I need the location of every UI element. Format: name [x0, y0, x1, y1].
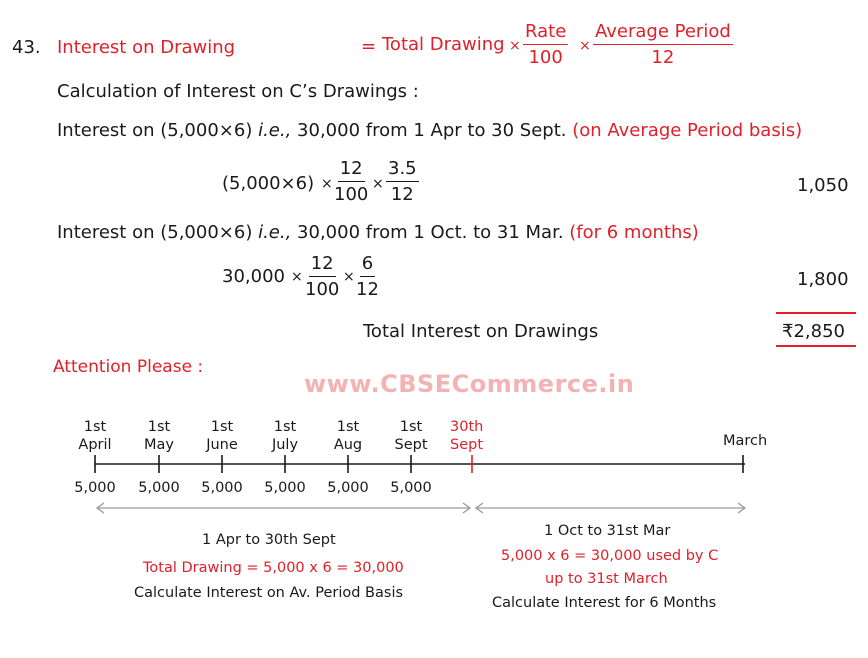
formula-lhs: Total Drawing	[382, 34, 505, 55]
line2-ie: i.e.,	[258, 222, 292, 243]
line1-suffix: 30,000 from 1 Apr to 30 Sept.	[291, 120, 573, 141]
right-block-line3: up to 31st March	[545, 571, 668, 587]
month-label-top: 1st	[147, 419, 171, 435]
right-block-line4: Calculate Interest for 6 Months	[492, 595, 717, 611]
right-block-line1: 1 Oct to 31st Mar	[544, 523, 671, 539]
total-label: Total Interest on Drawings	[363, 321, 599, 342]
calc2-base: 30,000	[222, 266, 285, 287]
formula-times-1: ×	[509, 38, 521, 54]
total-value: ₹2,850	[782, 321, 845, 342]
calc2-f2-den: 12	[356, 279, 379, 300]
timeline-mid-bottom: Sept	[450, 437, 484, 453]
formula-frac1-den: 100	[528, 47, 563, 68]
calc2-f1-den: 100	[305, 279, 340, 300]
calc2-f2-num: 6	[360, 255, 375, 277]
left-block-line3: Calculate Interest on Av. Period Basis	[134, 585, 404, 601]
calc2-times-1: ×	[291, 269, 303, 285]
line1-note: (on Average Period basis)	[572, 120, 803, 141]
calc1-f2-den: 12	[390, 184, 414, 205]
calc-heading: Calculation of Interest on C’s Drawings :	[57, 81, 419, 102]
formula-frac2-num: Average Period	[593, 23, 733, 45]
month-amount: 5,000	[327, 480, 369, 496]
month-label-top: 1st	[273, 419, 297, 435]
month-amount: 5,000	[74, 480, 116, 496]
month-label-name: June	[206, 437, 238, 453]
attention-heading: Attention Please :	[53, 357, 204, 377]
right-block-line2: 5,000 x 6 = 30,000 used by C	[501, 548, 719, 564]
question-number: 43.	[12, 37, 41, 58]
month-label-name: Aug	[333, 437, 363, 453]
line1-prefix: Interest on (5,000×6)	[57, 120, 259, 141]
watermark-text: www.CBSECommerce.in	[304, 370, 635, 398]
formula-frac2-den: 12	[651, 47, 675, 68]
line2-prefix: Interest on (5,000×6)	[57, 222, 259, 243]
month-label-top: 1st	[399, 419, 423, 435]
timeline-mid-top: 30th	[450, 419, 484, 435]
calc1-f1-den: 100	[334, 184, 369, 205]
month-label-top: 1st	[210, 419, 234, 435]
calc1-base: (5,000×6)	[222, 173, 315, 194]
calc2-f1-num: 12	[309, 255, 336, 277]
line2-note: (for 6 months)	[569, 222, 699, 243]
calc1-result: 1,050	[797, 175, 849, 196]
month-label-name: Sept	[394, 437, 428, 453]
line2-suffix: 30,000 from 1 Oct. to 31 Mar.	[291, 222, 570, 243]
month-label-top: 1st	[83, 419, 107, 435]
timeline-end-label: March	[723, 433, 768, 449]
month-label-name: July	[271, 437, 299, 453]
question-title: Interest on Drawing	[57, 37, 236, 58]
month-amount: 5,000	[138, 480, 180, 496]
month-amount: 5,000	[264, 480, 306, 496]
left-block-line2: Total Drawing = 5,000 x 6 = 30,000	[143, 560, 404, 576]
left-block-line1: 1 Apr to 30th Sept	[202, 532, 336, 548]
month-amount: 5,000	[390, 480, 432, 496]
calc2-result: 1,800	[797, 269, 849, 290]
formula-equals: =	[361, 36, 377, 57]
calc1-times-1: ×	[321, 176, 333, 192]
calc1-f1-num: 12	[338, 160, 365, 182]
month-label-name: May	[144, 437, 174, 453]
line1-ie: i.e.,	[258, 120, 292, 141]
month-label-top: 1st	[336, 419, 360, 435]
formula-frac1-num: Rate	[523, 23, 568, 45]
calc2-times-2: ×	[343, 269, 355, 285]
month-amount: 5,000	[201, 480, 243, 496]
calc1-f2-num: 3.5	[386, 160, 419, 182]
formula-times-2: ×	[579, 38, 591, 54]
month-label-name: April	[78, 437, 112, 453]
calc1-times-2: ×	[372, 176, 384, 192]
